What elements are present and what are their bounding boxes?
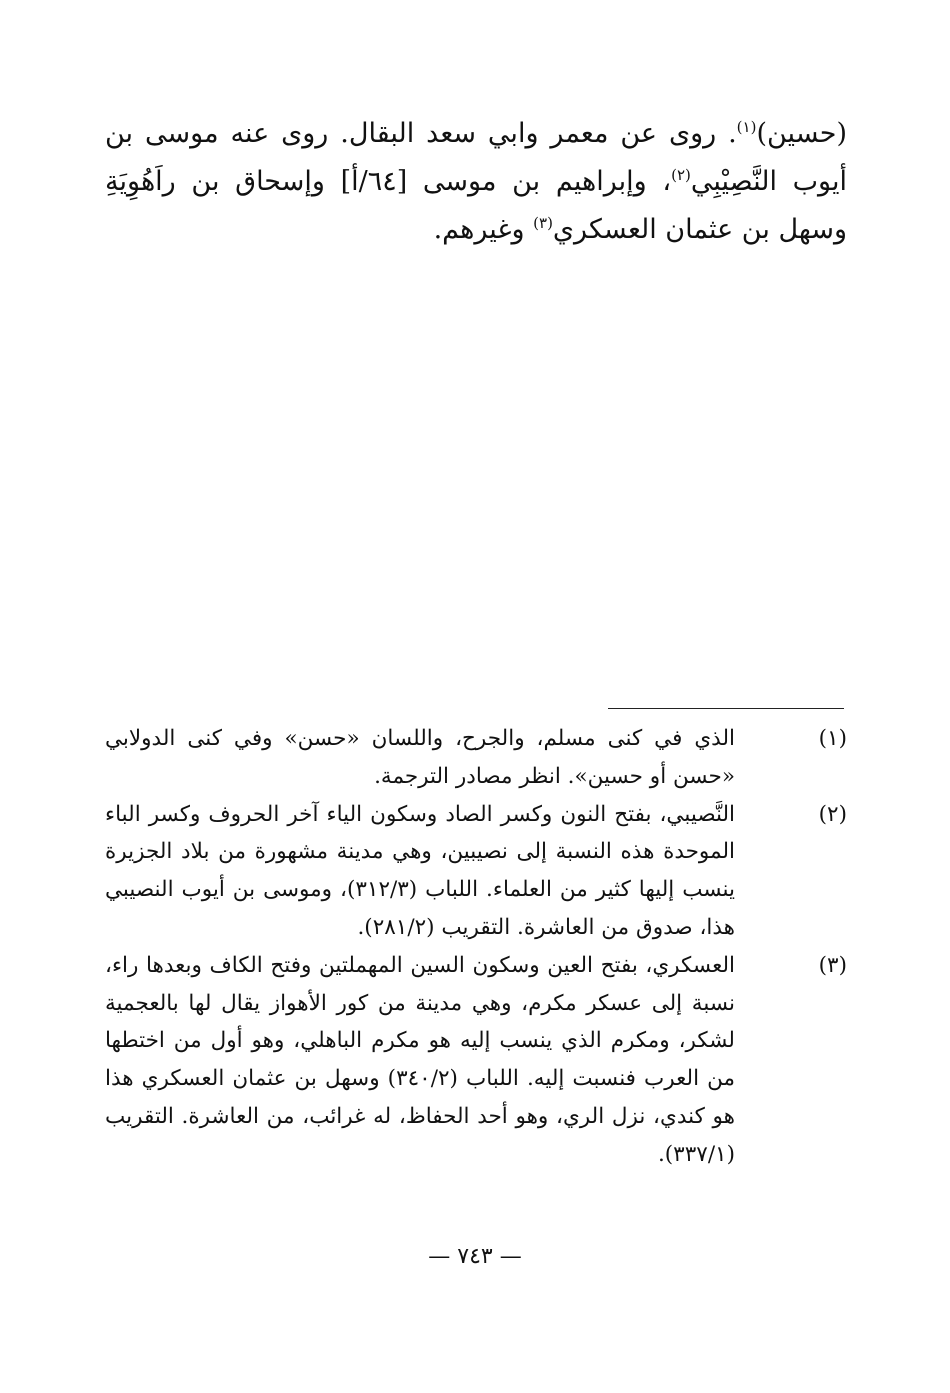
main-text-segment: ، وإبراهيم بن موسى [٦٤/أ] وإسحاق بن راَهُوِيَةِ وسهل بن عثمان العسكري (105, 166, 847, 245)
footnote-reference: (٢) (671, 166, 691, 184)
main-body-text (105, 110, 847, 254)
footnote-text: العسكري، بفتح العين وسكون السين المهملتين وفتح الكاف وبعدها راء، نسبة إلى عسكر مكرم، وهي مدينة من كور الأهواز يقال لها بالعجمية لشكر، ومكرم الذي ينسب إليه هو مكرم الباهلي، وهو أول من اختطها من العرب فنسبت إليه. اللباب (٣٤٠/٢) وسهل بن عثمان العسكري هذا هو كندي، نزل الري، وهو أحد الحفاظ، له غرائب، من العاشرة. التقريب (٣٣٧/١). (105, 952, 736, 1167)
footnote-number: (١) (818, 726, 847, 751)
footnote-item (105, 720, 847, 796)
footnote-item (105, 947, 847, 1174)
footnote-text: النَّصيبي، بفتح النون وكسر الصاد وسكون الياء آخر الحروف وكسر الباء الموحدة هذه النسبة إلى نصيبين، وهي مدينة مشهورة من بلاد الجزيرة ينسب إليها كثير من العلماء. اللباب (٣١٢/٣)، وموسى بن أيوب النصيبي هذا، صدوق من العاشرة. التقريب (٢٨١/٢). (105, 801, 736, 940)
main-text-segment: وغيرهم. (433, 214, 534, 245)
main-text-segment: . روى عن معمر وابي سعد البقال. روى عنه موسى بن أيوب النَّصِيْبِي (105, 118, 848, 197)
footnote-number: (٣) (818, 952, 847, 978)
footnote-item (105, 796, 847, 947)
main-paragraph (105, 110, 847, 254)
footnote-number: (٢) (818, 801, 847, 827)
main-text-segment: (حسين) (756, 118, 847, 149)
footnotes-section (105, 720, 847, 1174)
footnote-separator-line (608, 708, 844, 709)
footnote-reference: (١) (736, 118, 757, 136)
footnote-reference: (٣) (533, 214, 553, 232)
footnote-text: الذي في كنى مسلم، والجرح، واللسان «حسن» وفي كنى الدولابي «حسن أو حسين». انظر مصادر الترجمة. (105, 726, 735, 789)
page-number: — ٧٤٣ — (428, 1244, 522, 1269)
